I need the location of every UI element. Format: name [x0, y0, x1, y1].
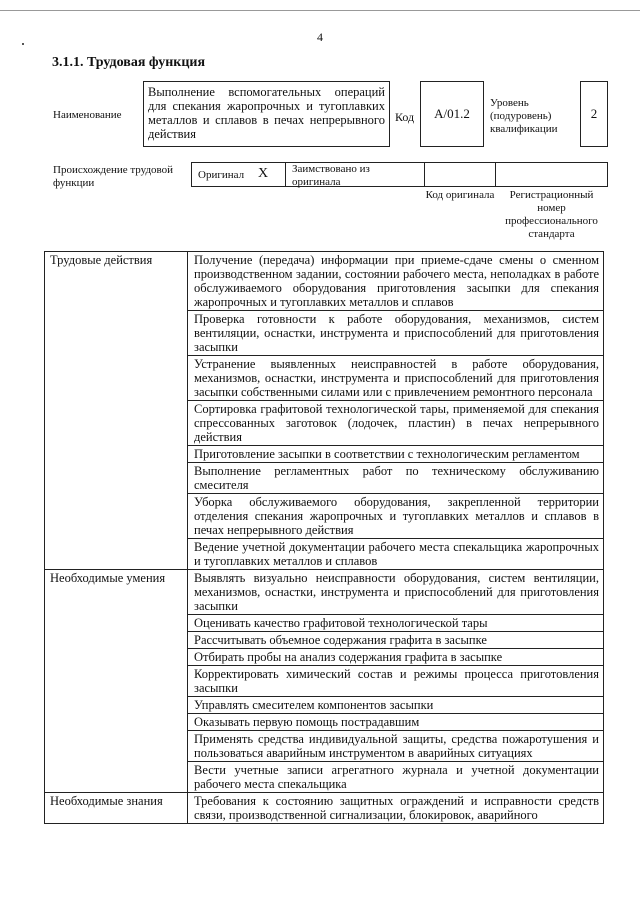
code-box [420, 81, 484, 147]
original-cell [191, 162, 286, 187]
item-cell: Оценивать качество графитовой технологической тары [188, 615, 604, 632]
item-cell: Рассчитывать объемное содержания графита в засыпке [188, 632, 604, 649]
function-name-value: Выполнение вспомогательных операций для спекания жаропрочных и тугоплавких металлов и сплавов в печах непрерывного действия [148, 85, 385, 141]
code-original-cell [424, 162, 496, 187]
original-label: Оригинал [198, 169, 245, 181]
table-row [45, 252, 604, 311]
item-cell: Проверка готовности к работе оборудования, механизмов, систем вентиляции, оснастки, инструмента и приспособлений для приготовления засыпки [188, 311, 604, 356]
item-cell: Приготовление засыпки в соответствии с технологическим регламентом [188, 446, 604, 463]
page-number: 4 [317, 30, 323, 44]
item-cell: Выявлять визуально неисправности оборудования, систем вентиляции, механизмов, оснастки, инструмента и приспособлений для приготовления засыпки [188, 570, 604, 615]
reg-number-cell [495, 162, 608, 187]
item-cell: Сортировка графитовой технологической тары, применяемой для спекания спрессованных заготовок (лодочек, пластин) в печах непрерывного действия [188, 401, 604, 446]
item-cell: Корректировать химический состав и режимы процесса приготовления засыпки [188, 666, 604, 697]
function-details-table [44, 251, 604, 824]
origin-label: Происхождение трудовой функции [53, 164, 174, 189]
item-cell: Получение (передача) информации при приеме-сдаче смены о сменном производственном задании, состоянии рабочего места, неполадках в работе обслуживаемого оборудования приготовления засыпки для спекания жаропрочных и тугоплавких металлов и сплавов [188, 252, 604, 311]
scan-top-edge [0, 10, 640, 11]
borrowed-cell [285, 162, 425, 187]
code-original-caption: Код оригинала [425, 189, 495, 201]
code-label: Код [395, 110, 415, 124]
borrowed-label: Заимствовано из оригинала [292, 163, 370, 188]
item-cell: Применять средства индивидуальной защиты, средства пожаротушения и пользоваться аварийным инструментом в аварийных ситуациях [188, 731, 604, 762]
item-cell: Отбирать пробы на анализ содержания графита в засыпке [188, 649, 604, 666]
item-cell: Управлять смесителем компонентов засыпки [188, 697, 604, 714]
category-cell: Необходимые знания [45, 793, 188, 824]
item-cell: Устранение выявленных неисправностей в работе оборудования, механизмов, оснастки, инструмента и приспособлений для приготовления засыпки собственными силами или с привлечением ремонтного персонала [188, 356, 604, 401]
item-cell: Оказывать первую помощь пострадавшим [188, 714, 604, 731]
original-mark: X [258, 166, 269, 181]
level-value: 2 [590, 106, 598, 121]
item-cell: Требования к состоянию защитных ограждений и исправности средств связи, производственной сигнализации, блокировок, аварийного [188, 793, 604, 824]
table-row [45, 793, 604, 824]
category-cell: Необходимые умения [45, 570, 188, 793]
item-cell: Вести учетные записи агрегатного журнала и учетной документации рабочего места спекальщика [188, 762, 604, 793]
level-box [580, 81, 608, 147]
level-label: Уровень (подуровень) квалификации [490, 97, 558, 135]
category-cell: Трудовые действия [45, 252, 188, 570]
section-title: 3.1.1. Трудовая функция [52, 55, 206, 70]
item-cell: Уборка обслуживаемого оборудования, закрепленной территории отделения спекания жаропрочных и тугоплавких металлов и сплавов в печах непрерывного действия [188, 494, 604, 539]
function-name-box [143, 81, 390, 147]
reg-number-caption: Регистрационный номер профессионального стандарта [505, 189, 598, 240]
table-row [45, 570, 604, 615]
name-label: Наименование [53, 109, 122, 121]
code-value: A/01.2 [434, 106, 470, 121]
item-cell: Ведение учетной документации рабочего места спекальщика жаропрочных и тугоплавких металлов и сплавов [188, 539, 604, 570]
item-cell: Выполнение регламентных работ по техническому обслуживанию смесителя [188, 463, 604, 494]
